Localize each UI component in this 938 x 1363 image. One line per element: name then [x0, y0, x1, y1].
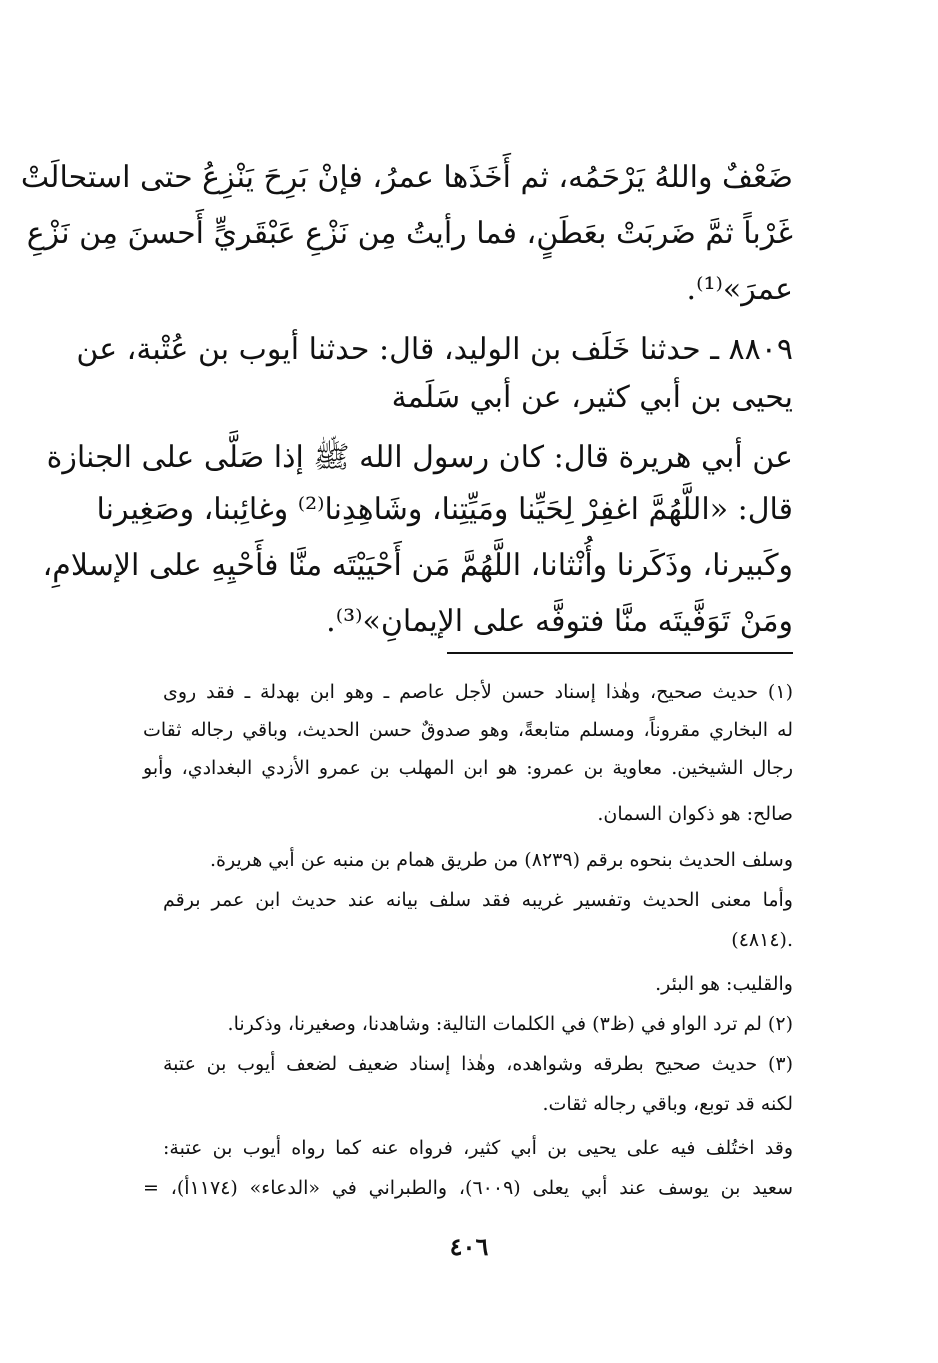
footnote-line: وأما معنى الحديث وتفسير غريبه فقد سلف بيانه عند حديث ابن عمر برقم — [163, 889, 793, 911]
hadith-isnad-line: ٨٨٠٩ ـ حدثنا خَلَف بن الوليد، قال: حدثنا أيوب بن عُتْبة، عن — [76, 332, 793, 367]
page-number: ٤٠٦ — [449, 1232, 489, 1261]
footnote-line: والقليب: هو البئر. — [655, 973, 793, 995]
hadith-matn-line: وكَبيرنا، وذَكَرنا وأُنْثانا، اللَّهُمَّ مَن أَحْيَيْتَه منَّا فأَحْيِهِ على الإسلامِ، — [42, 548, 793, 583]
hadith-matn-line: قال: «اللَّهُمَّ اغفِرْ لِحَيِّنا ومَيِّتِنا، وشَاهِدِنا⁽²⁾ وغائِبنا، وصَغِيرنا — [96, 492, 793, 527]
footnote-line: (٢) لم ترد الواو في (ظ٣) في الكلمات التالية: وشاهدنا، وصغيرنا، وذكرنا. — [227, 1013, 793, 1035]
main-text-line: ضَعْفٌ واللهُ يَرْحَمُه، ثم أَخَذَها عمرُ، فإنْ بَرِحَ يَنْزِعُ حتى استحالَتْ — [20, 160, 793, 195]
footnote-line: صالح: هو ذكوان السمان. — [597, 803, 793, 825]
footnote-divider — [447, 652, 793, 654]
footnote-line: وسلف الحديث بنحوه برقم (٨٢٣٩) من طريق همام بن منبه عن أبي هريرة. — [210, 849, 793, 871]
footnote-line: (٣) حديث صحيح بطرقه وشواهده، وهٰذا إسناد ضعيف لضعف أيوب بن عتبة — [163, 1053, 793, 1075]
footnote-line: (٤٨١٤). — [731, 929, 793, 951]
hadith-matn-line: عن أبي هريرة قال: كان رسول الله ﷺ إذا صَلَّى على الجنازة — [46, 440, 793, 475]
main-text-line: غَرْباً ثمَّ ضَربَتْ بعَطَنٍ، فما رأيتُ مِن نَزْعِ عَبْقَريٍّ أَحسنَ مِن نَزْعِ — [26, 216, 793, 251]
footnote-line: رجال الشيخين. معاوية بن عمرو: هو ابن المهلب بن عمرو الأزدي البغدادي، وأبو — [143, 757, 793, 779]
main-text-line: عمرَ»⁽¹⁾. — [686, 272, 793, 307]
footnote-line: سعيد بن يوسف عند أبي يعلى (٦٠٠٩)، والطبراني في «الدعاء» (١١٧٤أ)، = — [143, 1177, 793, 1199]
footnote-line: له البخاري مقروناً، ومسلم متابعةً، وهو صدوقٌ حسن الحديث، وباقي رجاله ثقات — [143, 719, 793, 741]
footnote-line: لكنه قد توبع، وباقي رجاله ثقات. — [542, 1093, 793, 1115]
footnote-line: (١) حديث صحيح، وهٰذا إسناد حسن لأجل عاصم ـ وهو ابن بهدلة ـ فقد روى — [163, 681, 793, 703]
footnote-line: وقد اختُلف فيه على يحيى بن أبي كثير، فرواه عنه كما رواه أيوب بن عتبة: — [163, 1137, 793, 1159]
hadith-matn-line: ومَنْ تَوَفَّيتَه منَّا فتوفَّه على الإيمانِ»⁽³⁾. — [326, 604, 793, 639]
hadith-isnad-line: يحيى بن أبي كثير، عن أبي سَلَمة — [391, 380, 793, 415]
